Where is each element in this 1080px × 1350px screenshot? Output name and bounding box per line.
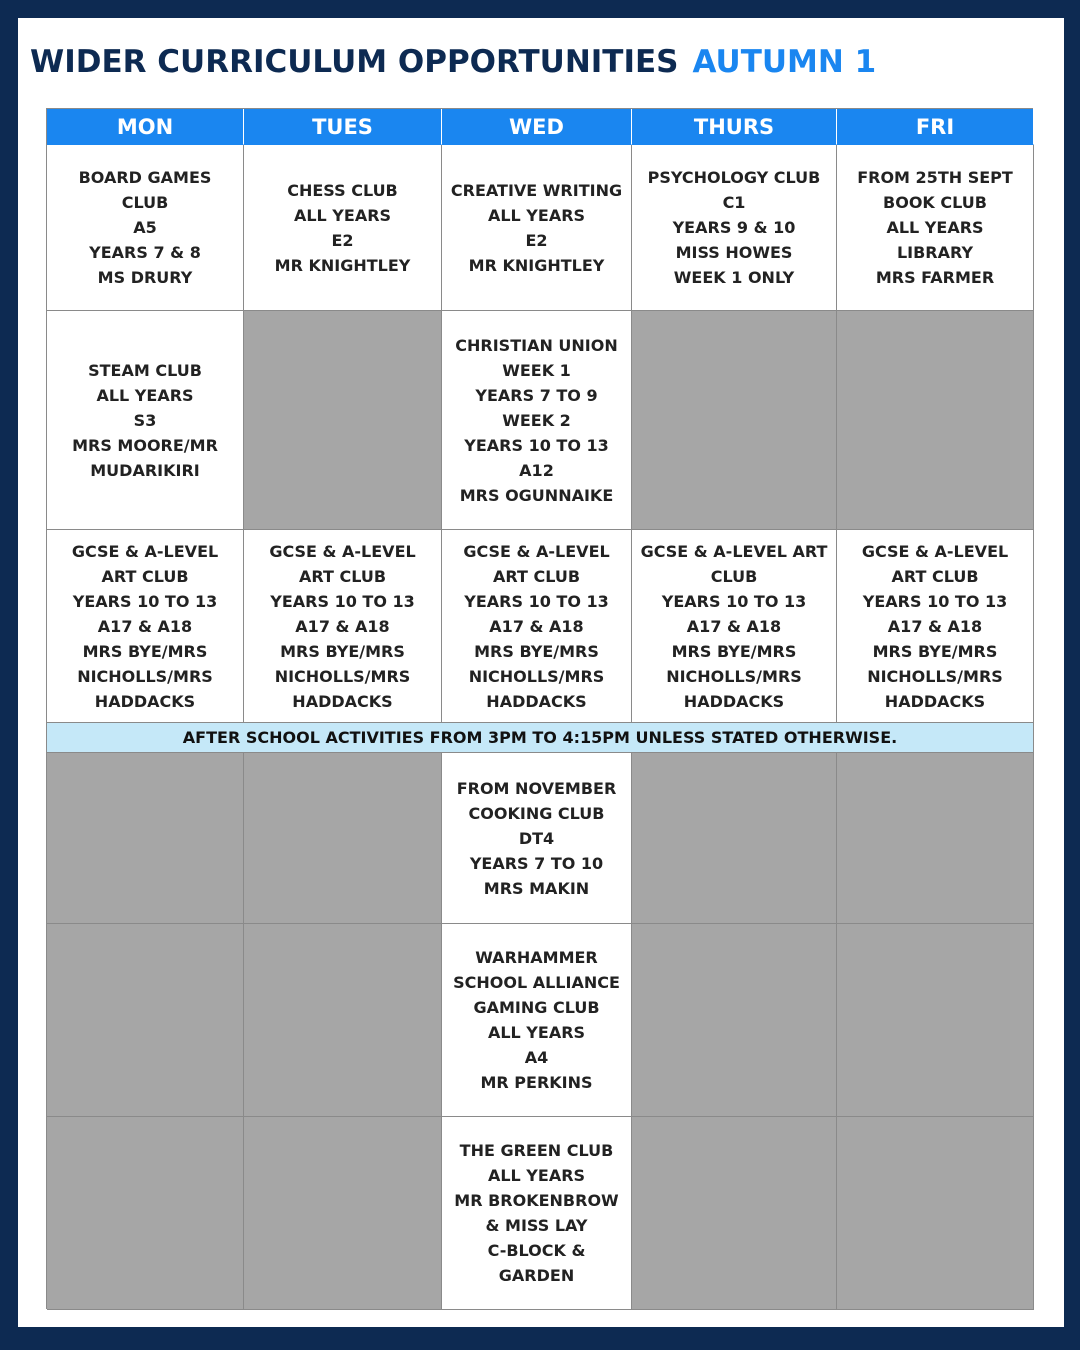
activity-line: WEEK 1 <box>502 360 571 380</box>
activity-line: DT4 <box>518 828 555 848</box>
activity-cell <box>837 530 1034 723</box>
activity-line: MRS MOORE/MR <box>72 435 218 455</box>
activity-line: BOARD GAMES <box>78 168 212 187</box>
activity-line: A5 <box>133 218 157 237</box>
activity-line: MRS BYE/MRS <box>280 641 405 661</box>
activity-line: MRS MAKIN <box>483 878 590 898</box>
empty-cell <box>244 753 442 924</box>
activity-line: NICHOLLS/MRS <box>468 666 605 686</box>
empty-cell <box>632 753 837 924</box>
activity-line: C1 <box>722 193 746 212</box>
activity-line: A17 & A18 <box>295 616 390 636</box>
activity-cell <box>244 145 442 311</box>
activity-line: ART CLUB <box>298 566 387 586</box>
activity-line: YEARS 10 TO 13 <box>72 591 218 611</box>
activity-line: MR PERKINS <box>480 1073 593 1092</box>
activity-line: GARDEN <box>498 1266 575 1285</box>
activity-line: WEEK 1 ONLY <box>673 268 795 287</box>
title-main: WIDER CURRICULUM OPPORTUNITIES <box>30 44 679 80</box>
activity-line: WARHAMMER <box>475 948 598 967</box>
activity-line: GCSE & A-LEVEL <box>861 541 1009 561</box>
activity-cell <box>442 311 632 530</box>
activity-line: GCSE & A-LEVEL <box>269 541 416 561</box>
day-header-wed: WED <box>442 109 632 145</box>
day-header-tues: TUES <box>244 109 442 145</box>
day-header-fri: FRI <box>837 109 1034 145</box>
empty-cell <box>632 311 837 530</box>
activity-line: SCHOOL ALLIANCE <box>453 973 620 992</box>
activity-line: GCSE & A-LEVEL <box>71 541 219 561</box>
activity-line: A4 <box>524 1048 549 1067</box>
activity-line: CLUB <box>121 193 169 212</box>
empty-cell <box>47 924 244 1117</box>
activity-line: MRS OGUNNAIKE <box>459 485 614 505</box>
activity-line: ALL YEARS <box>293 205 392 225</box>
activity-line: YEARS 9 & 10 <box>672 218 796 237</box>
activity-line: ALL YEARS <box>487 205 586 225</box>
activity-line: STEAM CLUB <box>88 360 202 380</box>
activity-line: C-BLOCK & <box>487 1241 586 1260</box>
activity-line: YEARS 10 TO 13 <box>661 591 807 611</box>
activity-line: NICHOLLS/MRS <box>77 666 213 686</box>
activity-line: NICHOLLS/MRS <box>666 666 802 686</box>
activity-line: MR KNIGHTLEY <box>468 255 605 275</box>
activity-line: A12 <box>519 460 554 480</box>
empty-cell <box>244 311 442 530</box>
empty-cell <box>837 311 1034 530</box>
day-header-thurs: THURS <box>632 109 837 145</box>
activity-line: YEARS 10 TO 13 <box>464 591 609 611</box>
day-header-mon: MON <box>47 109 244 145</box>
activity-line: FROM 25TH SEPT <box>857 168 1013 187</box>
activity-line: CHESS CLUB <box>287 180 398 200</box>
activity-cell <box>632 530 837 723</box>
activity-line: GCSE & A-LEVEL <box>463 541 610 561</box>
activity-line: ART CLUB <box>101 566 189 586</box>
activity-line: PSYCHOLOGY CLUB <box>647 168 821 187</box>
activity-cell <box>442 530 632 723</box>
activity-line: ALL YEARS <box>96 385 194 405</box>
activity-line: A17 & A18 <box>887 616 983 636</box>
activity-line: HADDACKS <box>884 691 986 711</box>
activity-line: HADDACKS <box>486 691 587 711</box>
activity-line: MRS FARMER <box>875 268 995 287</box>
activity-line: BOOK CLUB <box>883 193 987 212</box>
activity-line: THE GREEN CLUB <box>459 1141 614 1160</box>
activity-line: FROM NOVEMBER <box>456 778 617 798</box>
activity-line: ART CLUB <box>891 566 979 586</box>
activity-line: MUDARIKIRI <box>90 460 200 480</box>
activity-line: CREATIVE WRITING <box>450 180 623 200</box>
timetable-grid <box>46 108 1033 1309</box>
activity-line: A17 & A18 <box>97 616 193 636</box>
empty-cell <box>837 924 1034 1117</box>
empty-cell <box>837 753 1034 924</box>
activity-line: CHRISTIAN UNION <box>455 335 618 355</box>
activity-line: HADDACKS <box>683 691 785 711</box>
activity-cell <box>442 145 632 311</box>
activity-line: ALL YEARS <box>487 1166 586 1185</box>
activity-cell <box>47 311 244 530</box>
activity-cell <box>442 924 632 1117</box>
empty-cell <box>632 924 837 1117</box>
activity-line: YEARS 10 TO 13 <box>464 435 609 455</box>
activity-cell <box>47 530 244 723</box>
activity-line: YEARS 7 & 8 <box>89 243 201 262</box>
activity-line: MRS BYE/MRS <box>474 641 599 661</box>
empty-cell <box>47 753 244 924</box>
activity-line: MRS BYE/MRS <box>872 641 998 661</box>
activity-cell <box>442 753 632 924</box>
activity-line: LIBRARY <box>896 243 974 262</box>
activity-line: E2 <box>525 230 548 250</box>
activity-line: MR KNIGHTLEY <box>274 255 411 275</box>
activity-line: A17 & A18 <box>489 616 584 636</box>
activity-cell <box>47 145 244 311</box>
activity-line: NICHOLLS/MRS <box>867 666 1003 686</box>
activity-line: YEARS 10 TO 13 <box>270 591 415 611</box>
activity-line: YEARS 7 TO 10 <box>469 853 604 873</box>
activity-line: NICHOLLS/MRS <box>274 666 411 686</box>
empty-cell <box>632 1117 837 1310</box>
title-term: AUTUMN 1 <box>692 44 877 80</box>
activity-line: MR BROKENBROW <box>454 1191 619 1210</box>
empty-cell <box>47 1117 244 1310</box>
after-school-note: AFTER SCHOOL ACTIVITIES FROM 3PM TO 4:15PM UNLESS STATED OTHERWISE. <box>47 723 1034 753</box>
activity-cell <box>442 1117 632 1310</box>
activity-line: HADDACKS <box>94 691 196 711</box>
activity-line: CLUB <box>710 566 758 586</box>
activity-line: & MISS LAY <box>485 1216 588 1235</box>
activity-line: S3 <box>133 410 157 430</box>
activity-line: GAMING CLUB <box>473 998 600 1017</box>
activity-line: E2 <box>331 230 354 250</box>
activity-line: HADDACKS <box>292 691 393 711</box>
activity-line: MRS BYE/MRS <box>82 641 208 661</box>
activity-line: ART CLUB <box>492 566 581 586</box>
activity-line: MRS BYE/MRS <box>671 641 797 661</box>
activity-line: WEEK 2 <box>502 410 571 430</box>
activity-line: A17 & A18 <box>686 616 782 636</box>
activity-line: MISS HOWES <box>675 243 793 262</box>
page-title <box>30 40 876 84</box>
activity-line: YEARS 7 TO 9 <box>475 385 598 405</box>
activity-line: ALL YEARS <box>886 218 984 237</box>
activity-line: YEARS 10 TO 13 <box>862 591 1008 611</box>
empty-cell <box>244 1117 442 1310</box>
empty-cell <box>837 1117 1034 1310</box>
activity-cell <box>244 530 442 723</box>
activity-line: GCSE & A-LEVEL ART <box>640 541 828 561</box>
activity-line: COOKING CLUB <box>468 803 605 823</box>
timetable-sheet <box>18 18 1064 1327</box>
activity-line: ALL YEARS <box>487 1023 586 1042</box>
activity-cell <box>837 145 1034 311</box>
activity-cell <box>632 145 837 311</box>
activity-line: MS DRURY <box>97 268 193 287</box>
empty-cell <box>244 924 442 1117</box>
